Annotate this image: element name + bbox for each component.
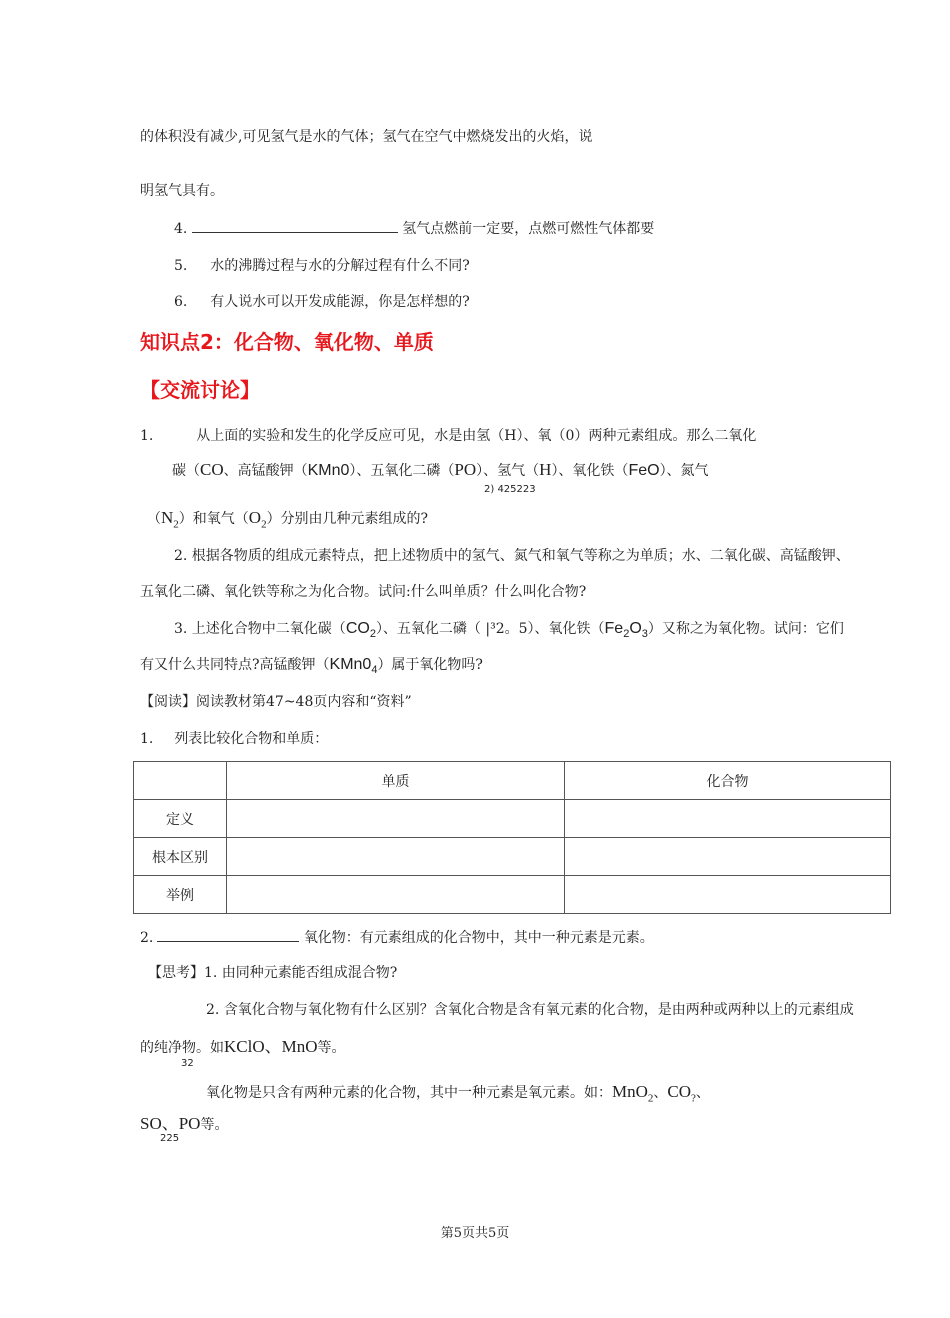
formula: SO、PO xyxy=(140,1114,201,1133)
question-number: 4. xyxy=(174,221,188,237)
table-row xyxy=(134,838,891,876)
subscript-note: 2) 425223 xyxy=(484,484,536,495)
think-question: 【思考】1. 由同种元素能否组成混合物? xyxy=(148,965,398,981)
formula: FeO xyxy=(628,462,660,479)
table-cell[interactable] xyxy=(565,876,891,914)
discussion-3-line2: 有又什么共同特点?高锰酸钾$(KMn0_4)$属于氧化物吗? xyxy=(140,656,483,677)
table-cell[interactable] xyxy=(227,838,565,876)
discussion-1-line1 xyxy=(140,426,756,446)
formula: $CO_?$ xyxy=(667,1082,696,1105)
formula: $KMn0_4$ xyxy=(329,656,378,677)
subscript-note: 32 xyxy=(181,1058,194,1069)
question-5 xyxy=(174,256,470,276)
item-text: 从上面的实验和发生的化学反应可见，水是由氢（H）、氧（0）两种元素组成。那么二氧化 xyxy=(196,428,757,444)
fill-blank[interactable] xyxy=(157,927,299,942)
table-header-cell: 化合物 xyxy=(565,762,891,800)
formula: $O_2$ xyxy=(248,508,267,531)
table-header-cell: 单质 xyxy=(227,762,565,800)
think-3-line1: 氧化物是只含有两种元素的化合物，其中一种元素是氧元素。如：MnO$_2$、$CO_?$、 xyxy=(206,1082,710,1105)
oxide-definition: 2. 氧化物：有元素组成的化合物中，其中一种元素是元素。 xyxy=(140,927,654,948)
table-cell[interactable] xyxy=(227,800,565,838)
fill-blank[interactable] xyxy=(192,218,398,233)
question-text: 水的沸腾过程与水的分解过程有什么不同? xyxy=(210,258,470,274)
formula: CO xyxy=(200,460,224,479)
question-4 xyxy=(174,218,654,239)
formula: $CO_2$ xyxy=(345,620,376,641)
formula: MnO$_2$ xyxy=(612,1082,654,1105)
table-row xyxy=(134,876,891,914)
subscript-note: 225 xyxy=(160,1133,180,1144)
question-text: 氢气点燃前一定要，点燃可燃性气体都要 xyxy=(402,221,655,237)
discussion-2-line2: 五氧化二磷、氧化铁等称之为化合物。试问:什么叫单质？什么叫化合物? xyxy=(140,584,587,600)
formula: KClO、MnO xyxy=(224,1037,318,1056)
question-number: 6. xyxy=(174,294,188,310)
think-2-line2: 的纯净物。如KClO、MnO等。 xyxy=(140,1037,346,1056)
discussion-1-line2: 碳（CO、高锰酸钾（KMn0）、五氧化二磷（PO）、氢气（H）、氧化铁（FeO）、氮气 xyxy=(172,460,709,479)
question-number: 5. xyxy=(174,258,188,274)
section-heading-knowledge-point: 知识点2：化合物、氧化物、单质 xyxy=(140,330,434,354)
row-label-example: 举例 xyxy=(134,876,227,914)
table-cell[interactable] xyxy=(227,876,565,914)
table-row xyxy=(134,800,891,838)
comparison-table xyxy=(133,761,891,914)
table-cell[interactable] xyxy=(565,800,891,838)
formula: H xyxy=(539,460,552,479)
formula: PO xyxy=(454,460,477,479)
think-3-line2: SO、PO等。 xyxy=(140,1114,229,1133)
table-cell[interactable] xyxy=(565,838,891,876)
discussion-1-line3: $(N_2)$和氧气$(O_2)$分别由几种元素组成的? xyxy=(147,508,429,531)
discussion-2-line1: 2. 根据各物质的组成元素特点，把上述物质中的氢气、氮气和氧气等称之为单质；水、二氧化碳、高锰酸钾、 xyxy=(174,548,850,564)
item-number: 1. xyxy=(140,428,154,444)
list-instruction: 1. 列表比较化合物和单质： xyxy=(140,731,329,747)
formula: $Fe_2O_3$ xyxy=(604,620,648,641)
page-footer: 第5页共5页 xyxy=(440,1226,510,1241)
row-label-definition: 定义 xyxy=(134,800,227,838)
table-header-row xyxy=(134,762,891,800)
discussion-3-line1: 3. 上述化合物中二氧化碳$(CO_2)$、五氧化二磷（ |³2。5）、氧化铁$(Fe_2O_3)$又称之为氧化物。试问：它们 xyxy=(174,620,844,641)
table-header-cell xyxy=(134,762,227,800)
formula: KMn0 xyxy=(307,462,350,479)
section-heading-discussion: 【交流讨论】 xyxy=(140,378,260,402)
reading-note: 【阅读】阅读教材第47~48页内容和“资料” xyxy=(140,694,412,710)
question-text: 有人说水可以开发成能源，你是怎样想的? xyxy=(210,294,470,310)
paragraph-line: 的体积没有减少,可见氢气是水的气体；氢气在空气中燃烧发出的火焰，说 xyxy=(140,129,593,145)
paragraph-line: 明氢气具有。 xyxy=(140,183,224,199)
formula: $N_2$ xyxy=(161,508,179,531)
think-2-line1: 2. 含氧化合物与氧化物有什么区别？含氧化合物是含有氧元素的化合物，是由两种或两种以上的元素组成 xyxy=(206,1002,854,1018)
row-label-fundamental-difference: 根本区别 xyxy=(134,838,227,876)
question-6 xyxy=(174,292,470,312)
